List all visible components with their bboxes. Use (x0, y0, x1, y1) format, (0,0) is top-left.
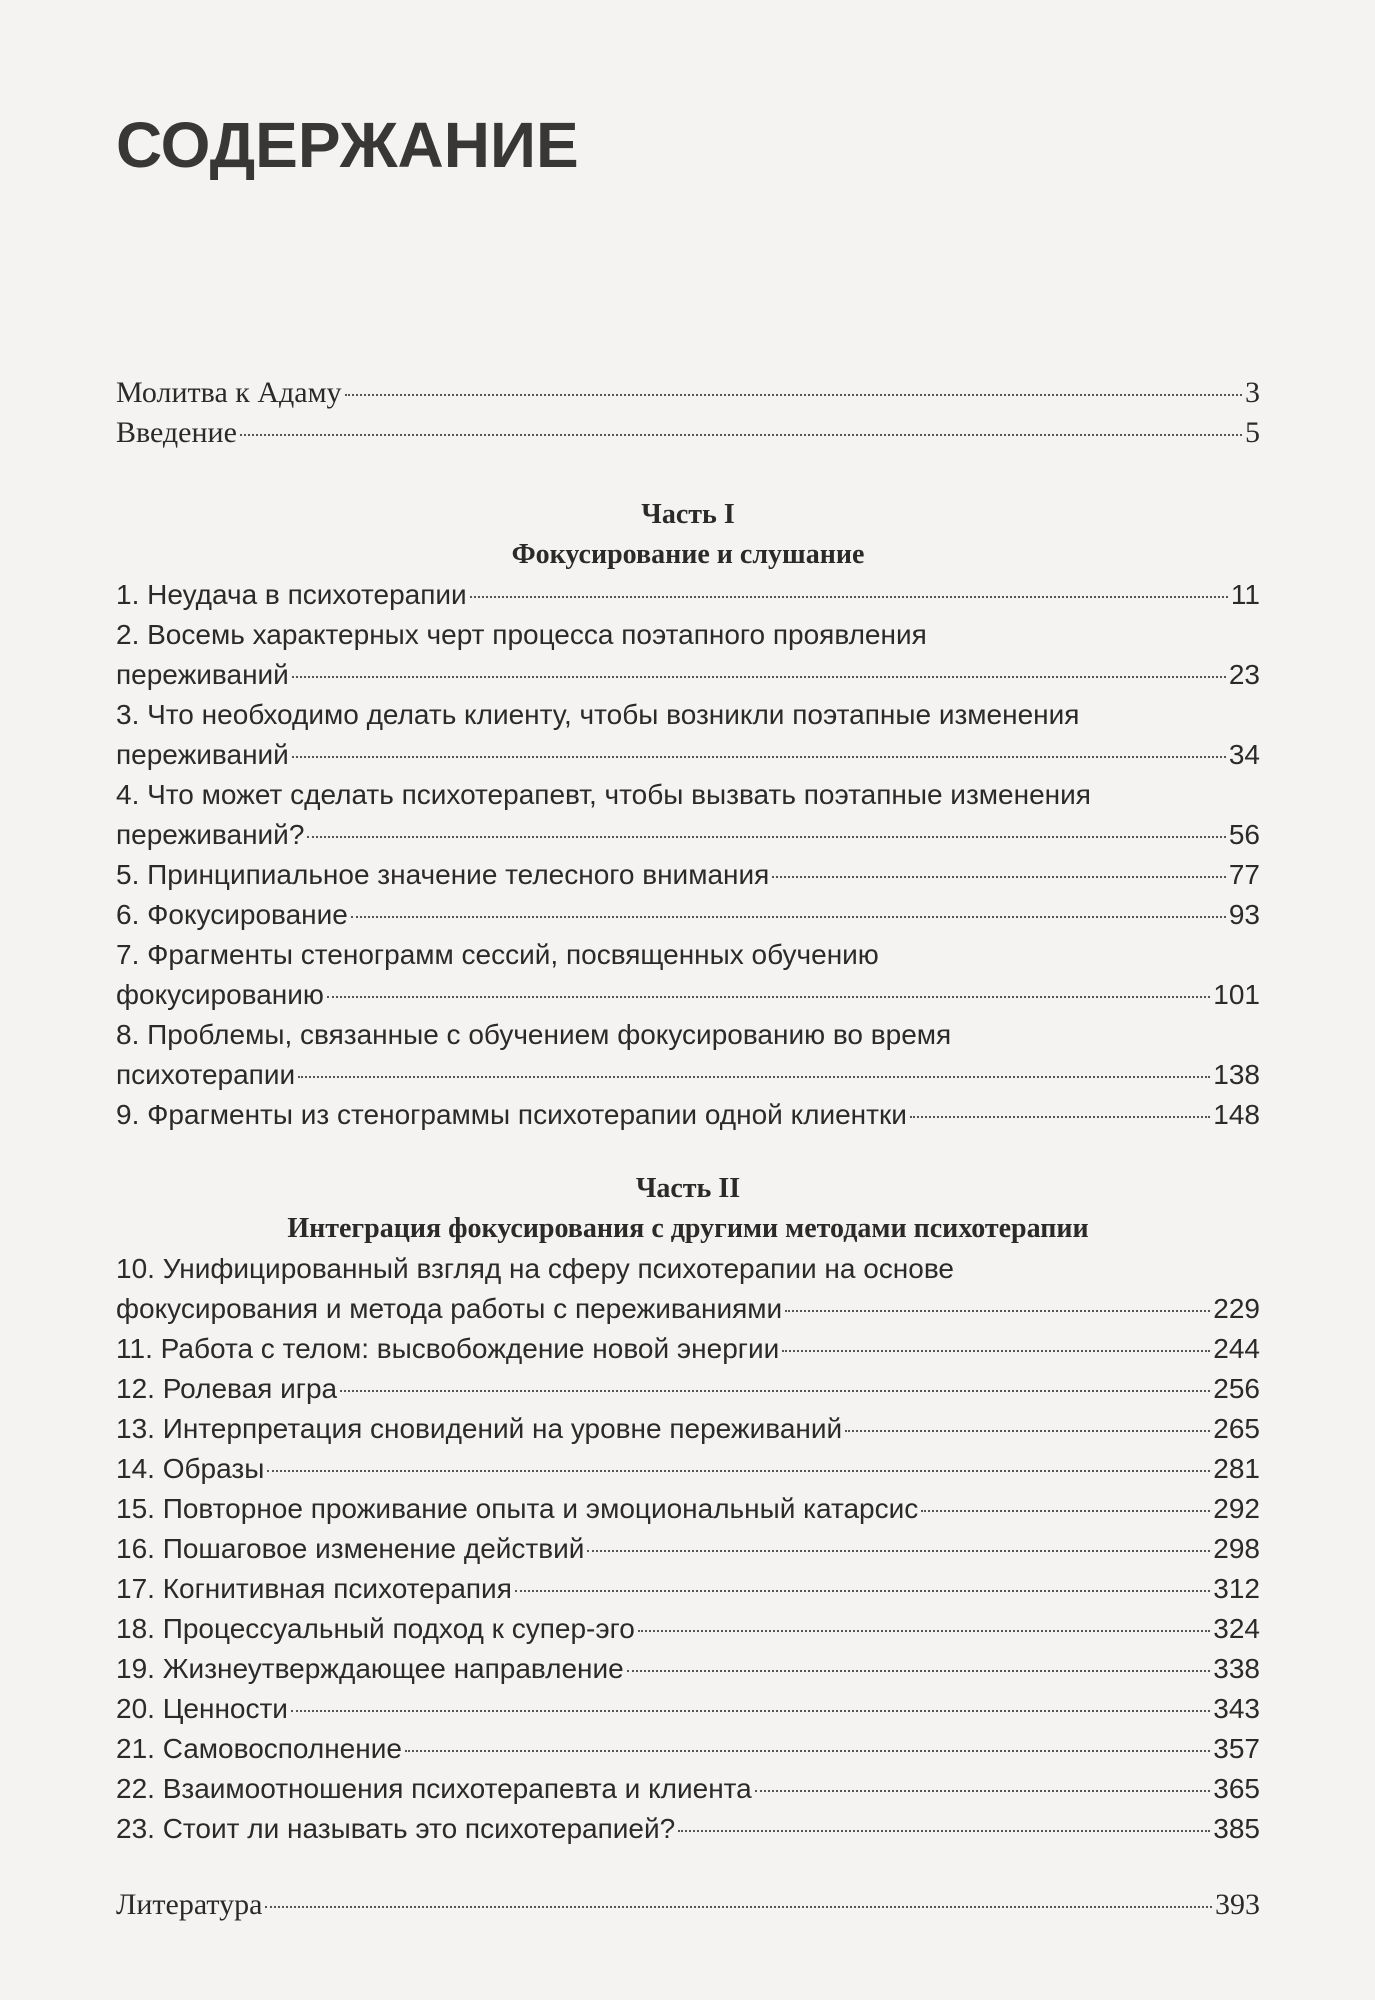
toc-entry (116, 575, 1260, 615)
toc-entry-page-number: 11 (1230, 579, 1260, 610)
toc-entry-title: фокусирования и метода работы с переживаниями (116, 1293, 783, 1324)
toc-entry (116, 1885, 1260, 1925)
dot-leader (267, 1470, 1210, 1472)
toc-entry-page-number: 292 (1213, 1493, 1260, 1524)
toc-entry-title-first-line: 10. Унифицированный взгляд на сферу психотерапии на основе (116, 1253, 954, 1284)
toc-entry-title: 16. Пошаговое изменение действий (116, 1533, 585, 1564)
dot-leader (291, 1710, 1210, 1712)
toc-entry-title: 13. Интерпретация сновидений на уровне переживаний (116, 1413, 843, 1444)
dot-leader (515, 1590, 1210, 1592)
part-2-heading: Часть II (635, 1173, 741, 1204)
toc-entry-title: 11. Работа с телом: высвобождение новой энергии (116, 1333, 780, 1364)
part-1-heading: Часть I (641, 499, 735, 530)
dot-leader (240, 434, 1242, 436)
toc-entry-title: Введение (116, 416, 237, 449)
toc-entry (116, 1015, 1260, 1095)
dot-leader (782, 1350, 1210, 1352)
dot-leader (351, 916, 1226, 918)
toc-entry-title: Молитва к Адаму (116, 376, 342, 409)
toc-entry-page-number: 244 (1213, 1333, 1260, 1364)
dot-leader (405, 1750, 1210, 1752)
toc-entry (116, 855, 1260, 895)
toc-entry-page-number: 93 (1228, 899, 1260, 930)
toc-entry (116, 695, 1260, 775)
toc-entry-title: 19. Жизнеутверждающее направление (116, 1653, 624, 1684)
toc-entry-title: 14. Образы (116, 1453, 265, 1484)
toc-entry-title: 5. Принципиальное значение телесного внимания (116, 859, 770, 890)
dot-leader (292, 756, 1226, 758)
toc-entry-title: 6. Фокусирование (116, 899, 348, 930)
dot-leader (772, 876, 1226, 878)
toc-entry-title: 18. Процессуальный подход к супер-эго (116, 1613, 635, 1644)
dot-leader (678, 1830, 1210, 1832)
toc-entry-title: Литература (116, 1888, 263, 1921)
toc-entry-title: 23. Стоит ли называть это психотерапией? (116, 1813, 676, 1844)
dot-leader (910, 1116, 1210, 1118)
toc-entry (116, 1809, 1260, 1849)
toc-entry-page-number: 56 (1228, 819, 1260, 850)
toc-entry-page-number: 5 (1245, 416, 1260, 449)
toc-entry-title: фокусированию (116, 979, 324, 1010)
toc-entry-page-number: 101 (1213, 979, 1260, 1010)
dot-leader (345, 394, 1242, 396)
toc-entry-page-number: 281 (1213, 1453, 1260, 1484)
toc-entry-title-first-line: 3. Что необходимо делать клиенту, чтобы возникли поэтапные изменения (116, 699, 1080, 730)
toc-entry (116, 615, 1260, 695)
dot-leader (298, 1076, 1210, 1078)
toc-entry (116, 1095, 1260, 1135)
dot-leader (921, 1510, 1210, 1512)
toc-entry-title: переживаний? (116, 819, 305, 850)
toc-entry-page-number: 393 (1215, 1888, 1260, 1921)
toc-entry (116, 1649, 1260, 1689)
toc-entry (116, 1489, 1260, 1529)
toc-entry-page-number: 324 (1213, 1613, 1260, 1644)
toc-entry-page-number: 365 (1213, 1773, 1260, 1804)
toc-entry (116, 1569, 1260, 1609)
toc-entry (116, 1249, 1260, 1329)
toc-entry-page-number: 148 (1213, 1099, 1260, 1130)
toc-entry-title: 1. Неудача в психотерапии (116, 579, 467, 610)
dot-leader (265, 1906, 1212, 1908)
toc-page (116, 0, 1260, 2000)
toc-entry-page-number: 385 (1213, 1813, 1260, 1844)
toc-entry-page-number: 338 (1213, 1653, 1260, 1684)
toc-entry-page-number: 357 (1213, 1733, 1260, 1764)
toc-entry-title: переживаний (116, 739, 289, 770)
toc-entry-title: психотерапии (116, 1059, 296, 1090)
toc-entry-title: 21. Самовосполнение (116, 1733, 402, 1764)
toc-entry-page-number: 3 (1245, 376, 1260, 409)
dot-leader (587, 1550, 1210, 1552)
toc-entry-title-first-line: 8. Проблемы, связанные с обучением фокусированию во время (116, 1019, 952, 1050)
toc-entry-page-number: 256 (1213, 1373, 1260, 1404)
toc-entry (116, 413, 1260, 453)
toc-entry-page-number: 265 (1213, 1413, 1260, 1444)
toc-entry-title: переживаний (116, 659, 289, 690)
dot-leader (340, 1390, 1210, 1392)
toc-entry-title: 15. Повторное проживание опыта и эмоциональный катарсис (116, 1493, 919, 1524)
dot-leader (292, 676, 1226, 678)
back-matter (116, 1885, 1260, 1925)
toc-entry-page-number: 23 (1228, 659, 1260, 690)
dot-leader (755, 1790, 1211, 1792)
part-1-entries (116, 575, 1260, 1135)
toc-entry (116, 1689, 1260, 1729)
dot-leader (627, 1670, 1211, 1672)
table-of-contents (116, 373, 1260, 1925)
toc-entry (116, 1729, 1260, 1769)
toc-entry (116, 1329, 1260, 1369)
toc-entry-title-first-line: 2. Восемь характерных черт процесса поэтапного проявления (116, 619, 927, 650)
dot-leader (470, 596, 1228, 598)
page-title: СОДЕРЖАНИЕ (116, 109, 579, 181)
toc-entry-page-number: 77 (1228, 859, 1260, 890)
toc-entry (116, 373, 1260, 413)
toc-entry-page-number: 229 (1213, 1293, 1260, 1324)
part-2-entries (116, 1249, 1260, 1849)
toc-entry (116, 1369, 1260, 1409)
toc-entry-page-number: 312 (1213, 1573, 1260, 1604)
toc-entry (116, 1409, 1260, 1449)
toc-entry-title-first-line: 7. Фрагменты стенограмм сессий, посвященных обучению (116, 939, 879, 970)
toc-entry-page-number: 138 (1213, 1059, 1260, 1090)
front-matter (116, 373, 1260, 453)
toc-entry-title: 22. Взаимоотношения психотерапевта и клиента (116, 1773, 752, 1804)
part-2-subheading: Интеграция фокусирования с другими методами психотерапии (287, 1213, 1089, 1244)
toc-entry (116, 1609, 1260, 1649)
toc-entry (116, 775, 1260, 855)
dot-leader (845, 1430, 1210, 1432)
toc-entry-page-number: 34 (1228, 739, 1260, 770)
dot-leader (638, 1630, 1210, 1632)
toc-entry-title-first-line: 4. Что может сделать психотерапевт, чтобы вызвать поэтапные изменения (116, 779, 1091, 810)
toc-entry (116, 1769, 1260, 1809)
toc-entry-title: 12. Ролевая игра (116, 1373, 338, 1404)
toc-entry-title: 20. Ценности (116, 1693, 288, 1724)
toc-entry-page-number: 343 (1213, 1693, 1260, 1724)
toc-entry-page-number: 298 (1213, 1533, 1260, 1564)
dot-leader (327, 996, 1210, 998)
dot-leader (307, 836, 1225, 838)
toc-entry (116, 895, 1260, 935)
toc-entry (116, 1529, 1260, 1569)
dot-leader (785, 1310, 1210, 1312)
toc-entry-title: 9. Фрагменты из стенограммы психотерапии одной клиентки (116, 1099, 907, 1130)
toc-entry (116, 935, 1260, 1015)
part-1-subheading: Фокусирование и слушание (511, 539, 865, 570)
toc-entry (116, 1449, 1260, 1489)
toc-entry-title: 17. Когнитивная психотерапия (116, 1573, 512, 1604)
